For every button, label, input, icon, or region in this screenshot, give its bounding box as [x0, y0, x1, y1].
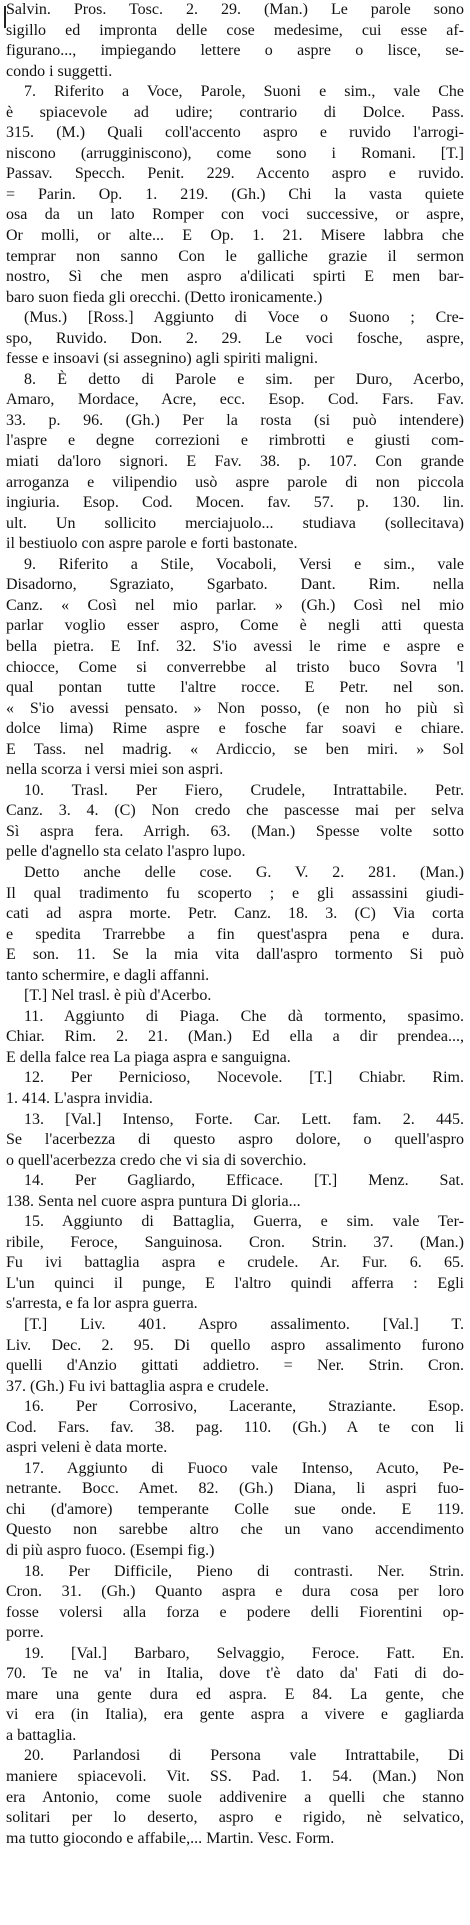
entry-paragraph	[6, 308, 464, 370]
text-line: = Parin. Op. 1. 219. (Gh.) Chi la vasta quiete	[6, 185, 464, 203]
text-line: tanto schermire, e dagli affanni.	[6, 966, 210, 984]
text-line: cati ad aspra morte. Petr. Canz. 18. 3. (C) Via corta	[6, 905, 464, 923]
text-line: ma tutto giocondo e affabile,... Martin. Vesc. Form.	[6, 1829, 335, 1847]
text-line: chi (d'amore) temperante Colle sue onde. E 119.	[6, 1500, 464, 1518]
text-line: aspri veleni è data morte.	[6, 1439, 168, 1457]
text-line: e spedita Trarrebbe a fin quest'aspra pena e dura.	[6, 925, 464, 943]
text-line: E son. 11. Se la mia vita dall'aspro tormento Si può	[6, 946, 464, 964]
text-line: 33. p. 96. (Gh.) Per la rosta (si può intendere)	[6, 411, 464, 429]
text-line: niscono (arrugginiscono), come sono i Romani. [T.]	[6, 144, 464, 162]
text-line: Sì aspra fera. Arrigh. 63. (Man.) Spesse volte sotto	[6, 822, 464, 840]
text-line: 10. Trasl. Per Fiero, Crudele, Intrattabile. Petr.	[24, 781, 464, 799]
entry-paragraph	[6, 0, 464, 82]
text-line: il bestiuolo con aspre parole e forti bastonate.	[6, 535, 298, 553]
entry-paragraph	[6, 1459, 464, 1562]
text-line: nella scorza i versi miei son aspri.	[6, 761, 224, 779]
entry-paragraph	[6, 1397, 464, 1459]
text-line: è spiacevole ad udire; contrario di Dolce. Pass.	[6, 103, 464, 121]
text-line: 12. Per Pernicioso, Nocevole. [T.] Chiabr. Rim.	[24, 1069, 464, 1087]
text-line: Fu ivi battaglia aspra e crudele. Ar. Fur. 6. 65.	[6, 1254, 464, 1272]
text-line: 16. Per Corrosivo, Lacerante, Straziante. Esop.	[24, 1398, 464, 1416]
text-line: 315. (M.) Quali coll'accento aspro e ruvido l'arrogi-	[6, 124, 464, 142]
text-line: 37. (Gh.) Fu ivi battaglia aspra e crudele.	[6, 1377, 270, 1395]
text-line: Or molli, or alte... E Op. 1. 21. Misere labbra che	[6, 227, 464, 245]
text-line: fosse volersi alla forza e podere delli Fiorentini op-	[6, 1603, 464, 1621]
text-line: osa da un lato Romper con voci successive, or aspre,	[6, 206, 464, 224]
text-line: solitari per lo deserto, aspro e rigido, nè selvatico,	[6, 1809, 464, 1827]
text-line: Canz. 3. 4. (C) Non credo che pascesse mai per selva	[6, 802, 464, 820]
text-line: figurano..., impiegando lettere o aspre o lisce, se-	[6, 42, 464, 60]
text-line: 70. Te ne va' in Italia, dove t'è dato da' Fati di do-	[6, 1665, 464, 1683]
text-line: Cron. 31. (Gh.) Quanto aspra e dura cosa per loro	[6, 1583, 464, 1601]
text-line: E Tass. nel madrig. « Ardiccio, se ben miri. » Sol	[6, 740, 464, 758]
text-line: di più aspro fuoco. (Esempi fig.)	[6, 1542, 215, 1560]
entry-paragraph	[6, 863, 464, 986]
text-line: fesse e insoavi (si assegnino) agli spiriti maligni.	[6, 350, 318, 368]
text-line: Disadorno, Sgraziato, Sgarbato. Dant. Rim. nella	[6, 576, 464, 594]
text-line: chiocce, Come si converrebbe al tristo buco Sovra 'l	[6, 658, 464, 676]
text-line: 11. Aggiunto di Piaga. Che dà tormento, spasimo.	[24, 1007, 464, 1025]
text-line: 1. 414. L'aspra invidia.	[6, 1089, 153, 1107]
text-line: temprar non sanno Con le galliche grazie il sermon	[6, 247, 464, 265]
entry-paragraph	[6, 1068, 464, 1109]
entry-paragraph	[6, 555, 464, 781]
text-line: 13. [Val.] Intenso, Forte. Car. Lett. fam. 2. 445.	[24, 1110, 464, 1128]
text-line: 19. [Val.] Barbaro, Selvaggio, Feroce. Fatt. En.	[24, 1644, 464, 1662]
text-line: Se l'acerbezza di questo aspro dolore, o quell'aspro	[6, 1131, 464, 1149]
entry-paragraph	[6, 82, 464, 308]
text-line: ingiuria. Esop. Cod. Mocen. fav. 57. p. 130. lin.	[6, 494, 464, 512]
text-line: pelle d'agnello sta celato l'aspro lupo.	[6, 843, 246, 861]
entry-paragraph	[6, 1110, 464, 1172]
text-line: s'arresta, e fa lor aspra guerra.	[6, 1295, 198, 1313]
text-line: spo, Ruvido. Don. 2. 29. Le voci fosche, aspre,	[6, 329, 464, 347]
text-line: ult. Un sollicito merciajuolo... studiava (sollecitava)	[6, 514, 464, 532]
text-line: 17. Aggiunto di Fuoco vale Intenso, Acuto, Pe-	[24, 1459, 464, 1477]
entry-paragraph	[6, 1315, 464, 1397]
text-line: [T.] Nel trasl. è più d'Acerbo.	[24, 987, 212, 1005]
text-line: dolce lima) Rime aspre e fosche far soavi e chiare.	[6, 720, 464, 738]
text-line: vi era (in Italia), era gente aspra a vivere e gagliarda	[6, 1706, 464, 1724]
entry-paragraph	[6, 1007, 464, 1069]
entry-paragraph	[6, 781, 464, 863]
text-line: quelli d'Anzio gittati addietro. = Ner. Strin. Cron.	[6, 1357, 464, 1375]
text-line: nostro, Sì che men aspro a'dilicati spirti E men bar-	[6, 268, 464, 286]
text-line: a battaglia.	[6, 1726, 77, 1744]
entry-paragraph	[6, 1746, 464, 1849]
text-line: qual pontan tutte l'altre rocce. E Petr. nel son.	[6, 679, 464, 697]
entry-paragraph	[6, 370, 464, 555]
text-line: o quell'acerbezza credo che vi sia di soverchio.	[6, 1151, 307, 1169]
text-line: [T.] Liv. 401. Aspro assalimento. [Val.] T.	[24, 1316, 464, 1333]
text-line: Chiar. Rim. 2. 21. (Man.) Ed ella a dir prendea...,	[6, 1028, 464, 1046]
text-line: sigillo ed impronta delle cose medesime, cui esse af-	[6, 21, 464, 39]
entry-paragraph	[6, 1212, 464, 1315]
text-line: L'un quinci il punge, E l'altro quindi afferra : Egli	[6, 1274, 464, 1292]
text-line: 14. Per Gagliardo, Efficace. [T.] Menz. Sat.	[24, 1172, 464, 1190]
text-line: era Antonio, come suole addivenire a quelli che stanno	[6, 1788, 464, 1806]
text-line: baro suon fieda gli orecchi. (Detto ironicamente.)	[6, 288, 323, 306]
text-line: parlar voglio esser aspro, Come è negli atti questa	[6, 617, 464, 635]
text-line: Amaro, Mordace, Acre, ecc. Esop. Cod. Fars. Fav.	[6, 391, 464, 409]
text-line: netrante. Bocc. Amet. 82. (Gh.) Diana, li aspri fuo-	[6, 1480, 464, 1498]
text-line: condo i suggetti.	[6, 62, 113, 80]
text-line: Cod. Fars. fav. 38. pag. 110. (Gh.) A te con li	[6, 1418, 464, 1436]
text-line: 9. Riferito a Stile, Vocaboli, Versi e sim., vale	[24, 555, 464, 573]
text-line: 20. Parlandosi di Persona vale Intrattabile, Di	[24, 1747, 464, 1765]
text-line: Il qual tradimento fu scoperto ; e gli assassini giudi-	[6, 884, 464, 902]
entry-paragraph	[6, 1562, 464, 1644]
text-line: Passav. Specch. Penit. 229. Accento aspro e ruvido.	[6, 165, 464, 183]
text-line: Liv. Dec. 2. 95. Di quello aspro assalimento furono	[6, 1336, 464, 1354]
entry-paragraph	[6, 1644, 464, 1747]
text-line: (Mus.) [Ross.] Aggiunto di Voce o Suono ; Cre-	[24, 309, 464, 327]
entry-paragraph	[6, 986, 464, 1007]
text-line: mare una gente dura ed aspra. E 84. La gente, che	[6, 1685, 464, 1703]
text-line: E della falce rea La piaga aspra e sanguigna.	[6, 1048, 291, 1066]
text-column	[6, 0, 464, 1849]
text-line: ribile, Feroce, Sanguinosa. Cron. Strin. 37. (Man.)	[6, 1233, 464, 1251]
text-line: arroganza e vilipendio usò aspre parole di non piccola	[6, 473, 464, 491]
text-line: bella pietra. E Inf. 32. S'io avessi le rime e aspre e	[6, 637, 464, 655]
text-line: 15. Aggiunto di Battaglia, Guerra, e sim. vale Ter-	[24, 1213, 464, 1231]
text-line: 18. Per Difficile, Pieno di contrasti. Ner. Strin.	[24, 1562, 464, 1580]
entry-paragraph	[6, 1171, 464, 1212]
text-line: maniere spiacevoli. Vit. SS. Pad. 1. 54. (Man.) Non	[6, 1768, 464, 1786]
text-line: Detto anche delle cose. G. V. 2. 281. (Man.)	[24, 863, 464, 881]
text-line: « S'io avessi pensato. » Non posso, (e non ho più sì	[6, 699, 464, 717]
text-line: Canz. « Così nel mio parlar. » (Gh.) Così nel mio	[6, 596, 464, 614]
text-line: l'aspre e degne correzioni e rimbrotti e giusti com-	[6, 432, 464, 450]
text-line: Questo non sarebbe altro che un vano accendimento	[6, 1521, 464, 1539]
text-line: porre.	[6, 1624, 44, 1642]
text-line: 8. È detto di Parole e sim. per Duro, Acerbo,	[24, 370, 464, 388]
text-line: 138. Senta nel cuore aspra puntura Di gloria...	[6, 1192, 301, 1210]
text-line: Salvin. Pros. Tosc. 2. 29. (Man.) Le parole sono	[6, 1, 464, 18]
text-line: 7. Riferito a Voce, Parole, Suoni e sim., vale Che	[24, 83, 464, 101]
text-line: miati da'loro signori. E Fav. 38. p. 107. Con grande	[6, 453, 464, 471]
